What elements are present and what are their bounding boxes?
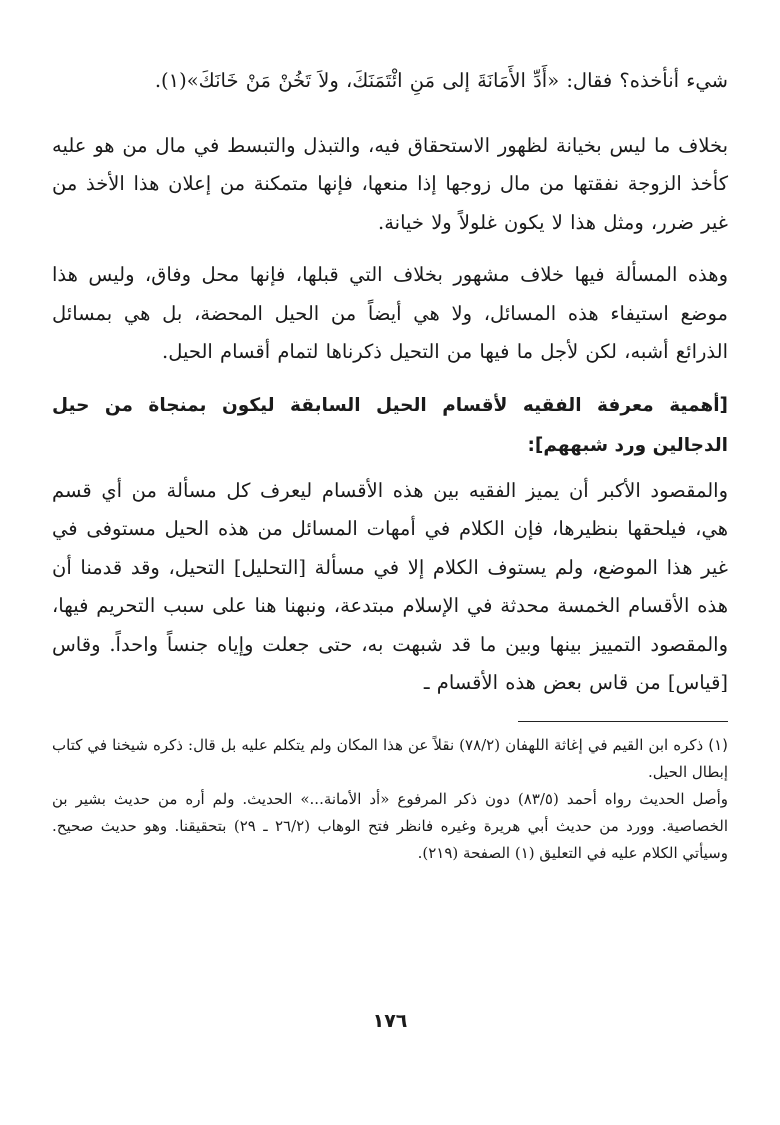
body-paragraph-3: وهذه المسألة فيها خلاف مشهور بخلاف التي قبلها، فإنها محل وفاق، وليس هذا موضع استيفاء هذه المسائل، ولا هي أيضاً من الحيل المحضة، بل هي بمسائل الذرائع أشبه، لكن لأجل ما فيها من التحيل ذكرناها لتمام أقسام الحيل. xyxy=(52,263,728,363)
footnote-line-1: ذكره ابن القيم في إغاثة اللهفان (٧٨/٢) نقلاً عن هذا المكان ولم يتكلم عليه بل قال: ذكره شيخنا في كتاب إبطال الحيل. xyxy=(52,735,728,781)
body-paragraph-2: بخلاف ما ليس بخيانة لظهور الاستحقاق فيه، والتبذل والتبسط في مال من هو عليه كأخذ الزوجة نفقتها من مال زوجها إذا منعها، فإنها متمكنة من إعلان هذا الأخذ من غير ضرر، ومثل هذا لا يكون غلولاً ولا خيانة. xyxy=(52,133,728,234)
footnote-continuation: وأصل الحديث رواه أحمد (٨٣/٥) دون ذكر المرفوع «أد الأمانة...» الحديث. ولم أره من حديث بشير بن الخصاصية. وورد من حديث أبي هريرة وغيره فانظر فتح الوهاب (٢٦/٢ ـ ٢٩) بتحقيقنا. وهو حديث صحيح. وسيأتي الكلام عليه في التعليق (١) الصفحة (٢١٩). xyxy=(52,789,728,862)
footnote-number: (١) xyxy=(708,735,728,754)
section-heading: [أهمية معرفة الفقيه لأقسام الحيل السابقة ليكون بمنجاة من حيل الدجالين ورد شبههم]: xyxy=(52,394,728,456)
body-paragraph-4: والمقصود الأكبر أن يميز الفقيه بين هذه الأقسام ليعرف كل مسألة من أي قسم هي، فيلحقها بنظيرها، فإن الكلام في أمهات المسائل من هذه الحيل مستوفى في غير هذا الموضع، ولم يستوف الكلام إلا في مسألة [التحليل] التحيل، وقد قدمنا أن هذه الأقسام الخمسة محدثة في الإسلام مبتدعة، ونبهنا هنا على سبب التحريم فيها، والمقصود التمييز بينها وبين ما قد شبهت به، حتى جعلت وإياه جنساً واحداً. وقاس [قياس] من قاس بعض هذه الأقسام ـ xyxy=(52,478,728,694)
body-paragraph-1: شيء أنأخذه؟ فقال: «أَدِّ الأَمَانَةَ إلى مَنِ ائْتَمَنَكَ، ولاَ تَخُنْ مَنْ خَانَكَ»(١). xyxy=(154,69,728,92)
footnotes xyxy=(52,732,728,867)
page-number: ١٧٦ xyxy=(372,1010,408,1032)
footnote-1 xyxy=(52,732,728,786)
footnote-divider xyxy=(518,721,728,722)
